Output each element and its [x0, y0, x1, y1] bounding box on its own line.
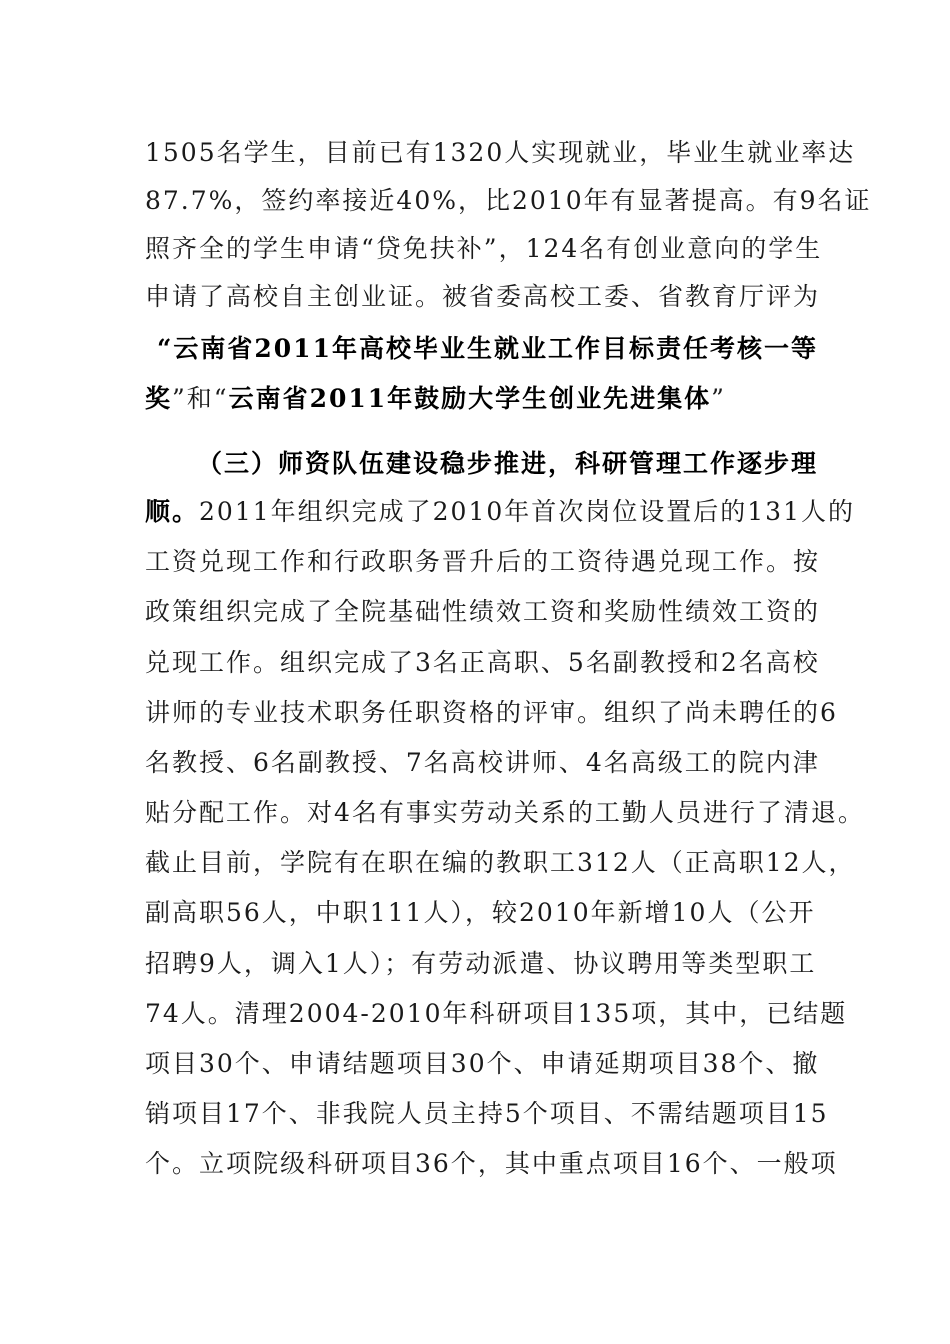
text-line: 87.7%，签约率接近40%，比2010年有显著提高。有9名证	[145, 186, 872, 215]
text-line: 项目30个、申请结题项目30个、申请延期项目38个、撤	[145, 1049, 820, 1078]
text-line: 政策组织完成了全院基础性绩效工资和奖励性绩效工资的	[145, 597, 821, 626]
section-heading: （三）师资队伍建设稳步推进，科研管理工作逐步理	[197, 449, 819, 478]
text-line: 讲师的专业技术职务任职资格的评审。组织了尚未聘任的6	[145, 698, 838, 727]
text-line: 工资兑现工作和行政职务晋升后的工资待遇兑现工作。按	[145, 547, 821, 576]
text-line: 1505名学生，目前已有1320人实现就业，毕业生就业率达	[145, 138, 856, 167]
award-title-line: “云南省2011年高校毕业生就业工作目标责任考核一等	[157, 334, 818, 363]
text-line: 截止目前，学院有在职在编的教职工312人（正高职12人，	[145, 848, 856, 877]
text-line: 副高职56人，中职111人），较2010年新增10人（公开	[145, 898, 816, 927]
text-span: 2011年组织完成了2010年首次岗位设置后的131人的	[199, 497, 855, 526]
section-heading-end: 顺。	[145, 497, 200, 526]
award-title-line	[145, 379, 726, 419]
section-heading-continuation	[145, 492, 855, 532]
text-line: 照齐全的学生申请“贷免扶补”，124名有创业意向的学生	[145, 234, 823, 263]
text-line: 招聘9人，调入1人）；有劳动派遣、协议聘用等类型职工	[145, 949, 817, 978]
text-line: 名教授、6名副教授、7名高校讲师、4名高级工的院内津	[145, 748, 820, 777]
text-line: 销项目17个、非我院人员主持5个项目、不需结题项目15	[145, 1099, 829, 1128]
text-line: 申请了高校自主创业证。被省委高校工委、省教育厅评为	[145, 282, 821, 311]
award-text-bold: 云南省2011年鼓励大学生创业先进集体	[228, 384, 712, 413]
text-line: 兑现工作。组织完成了3名正高职、5名副教授和2名高校	[145, 648, 820, 677]
text-line: 贴分配工作。对4名有事实劳动关系的工勤人员进行了清退。	[145, 798, 865, 827]
closing-quote: ”	[711, 384, 726, 413]
text-line: 74人。清理2004-2010年科研项目135项，其中，已结题	[145, 999, 848, 1028]
text-line: 个。立项院级科研项目36个，其中重点项目16个、一般项	[145, 1149, 838, 1178]
quote-connector: ”和“	[172, 384, 229, 413]
award-text-bold: 奖	[145, 384, 173, 413]
